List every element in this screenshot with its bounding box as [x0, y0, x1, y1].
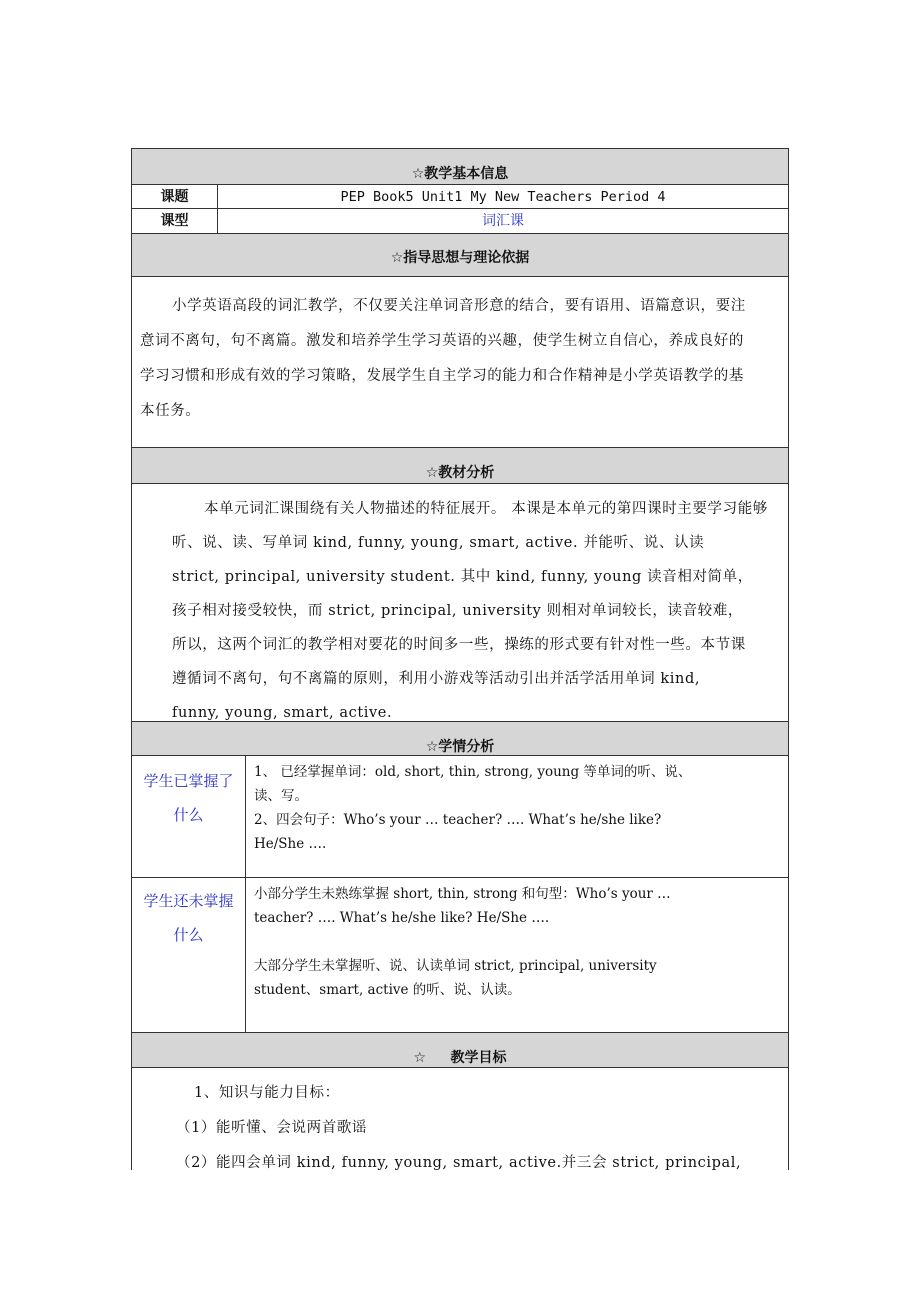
- text-line: 所以，这两个词汇的教学相对要花的时间多一些，操练的形式要有针对性一些。本节课: [172, 637, 746, 653]
- text-line: student、smart, active 的听、说、认读。: [254, 982, 521, 998]
- star-icon: ☆: [413, 1050, 427, 1066]
- students-not-mastered-row: [132, 878, 788, 1033]
- text-line: 小学英语高段的词汇教学，不仅要关注单词音形意的结合，要有语用、语篇意识，要注: [172, 298, 746, 314]
- section-header-basic-info: [132, 149, 788, 185]
- text-line: 1、知识与能力目标：: [194, 1085, 340, 1101]
- guiding-content: [132, 277, 788, 448]
- section-title: ☆学情分析: [425, 739, 495, 755]
- section-title: ☆教学基本信息: [411, 166, 509, 182]
- type-row: [132, 209, 788, 234]
- mastered-content: [254, 760, 782, 856]
- text-line: 1、 已经掌握单词：old, short, thin, strong, young 等单词的听、说、: [254, 764, 692, 780]
- lesson-plan-table: [131, 148, 789, 1170]
- text-line: 2、四会句子：Who’s your … teacher? …. What’s he/she like?: [254, 812, 662, 828]
- label-line: 学生已掌握了: [143, 772, 234, 790]
- text-line: 本任务。: [140, 403, 201, 419]
- goals-title: 教学目标: [450, 1050, 507, 1066]
- text-line: 意词不离句，句不离篇。激发和培养学生学习英语的兴趣，使学生树立自信心，养成良好的: [140, 333, 744, 349]
- mastered-label: [132, 756, 246, 877]
- section-header-students: [132, 722, 788, 756]
- text-line: 读、写。: [254, 788, 308, 804]
- section-title: ☆教材分析: [425, 465, 495, 481]
- section-header-goals: [132, 1033, 788, 1068]
- students-mastered-row: [132, 756, 788, 878]
- section-title: ☆指导思想与理论依据: [390, 250, 530, 266]
- material-content: [132, 484, 788, 722]
- topic-row: [132, 185, 788, 209]
- text-line: funny, young, smart, active.: [172, 705, 393, 721]
- text-line: （2）能四会单词 kind, funny, young, smart, active.并三会 strict, principal,: [176, 1155, 742, 1171]
- text-line: teacher? …. What’s he/she like? He/She ….: [254, 910, 550, 926]
- text-line: strict, principal, university student. 其中 kind, funny, young 读音相对简单，: [172, 569, 753, 585]
- goals-content: [132, 1068, 788, 1171]
- goals-paragraph: [170, 1076, 741, 1181]
- section-header-guiding: [132, 234, 788, 277]
- material-paragraph: [172, 492, 768, 730]
- not-mastered-content: [254, 882, 782, 1002]
- type-value: 词汇课: [482, 213, 524, 229]
- label-line: 什么: [173, 926, 204, 944]
- topic-label: 课题: [132, 185, 218, 208]
- section-title: [132, 1047, 788, 1067]
- text-line: 听、说、读、写单词 kind, funny, young, smart, active. 并能听、说、认读: [172, 535, 705, 551]
- text-line: 小部分学生未熟练掌握 short, thin, strong 和句型：Who’s your …: [254, 886, 671, 902]
- topic-value: PEP Book5 Unit1 My New Teachers Period 4: [340, 189, 666, 205]
- text-line: 孩子相对接受较快，而 strict, principal, university 则相对单词较长，读音较难，: [172, 603, 743, 619]
- text-line: He/She ….: [254, 836, 327, 852]
- label-line: 学生还未掌握: [143, 892, 234, 910]
- text-line: 大部分学生未掌握听、说、认读单词 strict, principal, university: [254, 958, 657, 974]
- guiding-paragraph: [140, 289, 746, 429]
- text-line: 学习习惯和形成有效的学习策略，发展学生自主学习的能力和合作精神是小学英语教学的基: [140, 368, 744, 384]
- type-label: 课型: [132, 209, 218, 233]
- text-line: 本单元词汇课围绕有关人物描述的特征展开。 本课是本单元的第四课时主要学习能够: [204, 501, 768, 517]
- label-line: 什么: [173, 806, 204, 824]
- text-line: 遵循词不离句，句不离篇的原则，利用小游戏等活动引出并活学活用单词 kind,: [172, 671, 701, 687]
- text-line: （1）能听懂、会说两首歌谣: [176, 1120, 368, 1136]
- not-mastered-label: [132, 878, 246, 1032]
- section-header-material: [132, 448, 788, 484]
